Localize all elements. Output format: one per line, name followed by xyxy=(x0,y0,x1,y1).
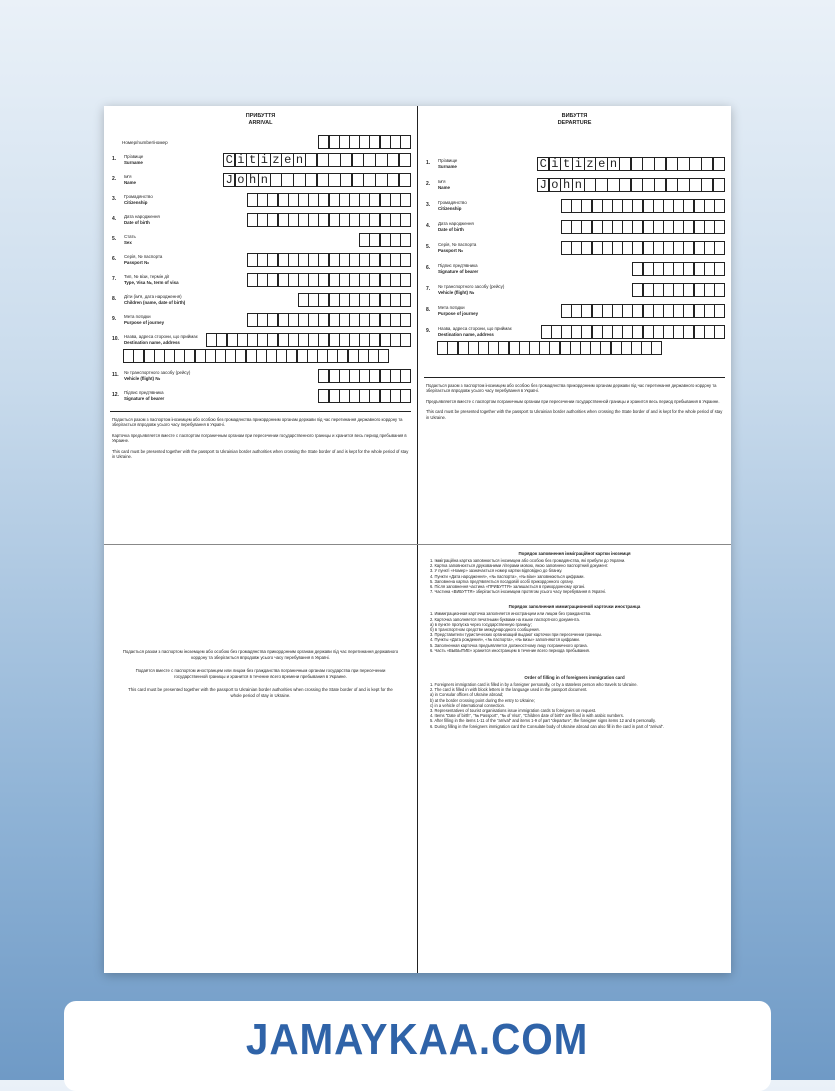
order-lines-en xyxy=(418,682,731,729)
field-char-box[interactable] xyxy=(714,283,725,297)
field-number: 1. xyxy=(112,156,117,162)
field-char-box[interactable] xyxy=(713,157,726,171)
arrival-field-5 xyxy=(112,233,411,247)
field-label-ua: Мета поїздки xyxy=(438,305,465,310)
field-char-box[interactable] xyxy=(270,173,283,187)
field-char-box[interactable] xyxy=(400,369,411,383)
arrival-divider xyxy=(110,411,411,412)
field-char-box[interactable] xyxy=(399,173,412,187)
arrival-field-3 xyxy=(112,193,411,207)
field-label-ua: Ім'я xyxy=(438,179,446,184)
field-label-en: Sex xyxy=(124,239,132,245)
field-extra-boxes[interactable] xyxy=(438,341,725,355)
field-label-ua: Серія, № паспорта xyxy=(438,242,477,247)
arrival-fields xyxy=(104,153,417,403)
order-line: c) in a vehicle of international connection. xyxy=(430,702,506,708)
arrival-note-ru: Карточка предъявляется вместе с паспортом пограничным органам при пересечении государственного границы и хранится весь период пребывания в Украине. xyxy=(112,432,407,444)
field-label xyxy=(438,241,512,253)
field-input-boxes[interactable] xyxy=(198,333,411,347)
field-char-box[interactable]: J xyxy=(223,173,236,187)
field-char-box[interactable] xyxy=(701,178,714,192)
field-char-box[interactable] xyxy=(400,389,411,403)
field-char-box[interactable] xyxy=(607,178,620,192)
field-char-box[interactable] xyxy=(400,253,411,267)
field-label xyxy=(124,213,198,225)
arrival-field-12 xyxy=(112,389,411,403)
field-number: 4. xyxy=(112,216,117,222)
order-line: 1. Иммиграционная карточка заполняется иностранцем или лицом без гражданства. xyxy=(430,611,592,617)
order-line: 1. Імміграційна картка заповнюється іноземцем або особою без громадянства, які прибули до України. xyxy=(430,558,626,563)
field-char-box[interactable] xyxy=(400,293,411,307)
field-char-box[interactable]: C xyxy=(537,157,550,171)
field-label-ua: Прізвище xyxy=(124,154,144,159)
field-number: 3. xyxy=(112,196,117,202)
field-char-box[interactable] xyxy=(714,304,725,318)
field-label-ua: № транспортного засобу (рейсу) xyxy=(124,370,191,375)
notes-section xyxy=(104,545,417,973)
field-number: 2. xyxy=(112,176,117,182)
arrival-note-ua: Подається разом з паспортом іноземцем або особою без громадянства прикордонним органам держави під час перетинання державного кордону та зберігається впродовж усього часу перебування в Україні. xyxy=(112,417,403,428)
arrival-number-boxes[interactable] xyxy=(267,135,412,149)
field-char-box[interactable]: n xyxy=(293,153,306,167)
field-char-box[interactable] xyxy=(714,262,725,276)
field-char-box[interactable] xyxy=(714,220,725,234)
notes-spacer xyxy=(104,545,417,649)
order-line: б) в транспортном средстве международного сообщения. xyxy=(430,627,540,633)
field-input-boxes[interactable] xyxy=(198,313,411,327)
departure-note-en: This card must be presented together with the passport to Ukrainian border authorities when crossing the State border of and is kept for the whole period of stay in Ukraine. xyxy=(426,409,723,420)
arrival-note-en: This card must be presented together with the passport to Ukrainian border authorities when crossing the State border of and is kept for the whole period of stay in Ukraine. xyxy=(112,448,409,460)
arrival-field-9 xyxy=(112,313,411,327)
field-number: 7. xyxy=(426,286,431,292)
departure-title xyxy=(418,113,731,127)
field-char-box[interactable]: h xyxy=(560,178,573,192)
field-label-en: Purpose of journey xyxy=(124,319,165,325)
field-char-box[interactable]: i xyxy=(549,157,562,171)
number-char-box[interactable] xyxy=(400,135,411,149)
field-input-boxes[interactable] xyxy=(512,178,725,192)
field-label-ua: Стать xyxy=(124,234,136,239)
field-extra-char-box[interactable] xyxy=(651,341,662,355)
field-char-box[interactable] xyxy=(400,193,411,207)
field-char-box[interactable] xyxy=(631,178,644,192)
field-char-box[interactable] xyxy=(654,157,667,171)
field-label xyxy=(438,199,512,211)
field-input-boxes[interactable] xyxy=(512,325,725,339)
order-line: 7. Частина «ВИБУТТЯ» зберігається іноземцем протягом усього часу перебування в Україні. xyxy=(430,589,606,595)
field-label-en: Passport № xyxy=(124,259,149,265)
field-label-ua: Підпис пред'явника xyxy=(124,390,164,395)
field-input-boxes[interactable] xyxy=(198,213,411,227)
field-label-ua: Громадянство xyxy=(124,194,153,199)
arrival-field-11 xyxy=(112,369,411,383)
field-number: 10. xyxy=(112,336,119,342)
field-label xyxy=(124,153,198,165)
order-line: 5. After filling in the items 1-11 of the "arrival" and items 1-9 of part "departure", the foreigner signs items 12 and 6 personally. xyxy=(430,718,656,724)
field-char-box[interactable] xyxy=(399,153,412,167)
field-char-box[interactable] xyxy=(666,157,679,171)
arrival-title-en: ARRIVAL xyxy=(248,120,273,126)
field-label-en: Surname xyxy=(438,163,457,169)
field-char-box[interactable]: o xyxy=(235,173,248,187)
field-char-box[interactable] xyxy=(317,153,330,167)
order-line: 6. Після заповнення частина «ПРИБУТТЯ» залишається в прикордонному органі. xyxy=(430,584,586,590)
arrival-number-label: Номер/number/номер xyxy=(122,139,168,145)
field-label-en: Destination name, address xyxy=(438,331,494,337)
order-line: 2. The card is filled in with block letters in the language used in the passport document. xyxy=(430,687,588,693)
field-label xyxy=(124,369,198,381)
field-char-box[interactable]: z xyxy=(584,157,597,171)
departure-title-en: DEPARTURE xyxy=(557,120,592,126)
field-label xyxy=(124,293,198,305)
field-number: 7. xyxy=(112,276,117,282)
field-label-en: Type, Visa №, term of visa xyxy=(124,279,179,285)
field-char-box[interactable] xyxy=(631,157,644,171)
field-char-box[interactable] xyxy=(689,178,702,192)
arrival-field-6 xyxy=(112,253,411,267)
field-number: 8. xyxy=(426,307,431,313)
order-line: 2. Картка заповнюється друкованими літерами мовою, якою заповнено паспортний документ. xyxy=(430,563,609,569)
field-char-box[interactable] xyxy=(701,157,714,171)
order-line: 1. Foreigners immigration card is filled in by a foreigner personally, or by a stateless person who travels to Ukraine. xyxy=(430,682,638,688)
arrival-number-row xyxy=(122,135,411,149)
departure-field-7 xyxy=(426,283,725,297)
field-char-box[interactable]: t xyxy=(560,157,573,171)
order-line: b) at the border crossing point during the entry to Ukraine; xyxy=(430,697,535,703)
departure-divider xyxy=(424,377,725,378)
field-number: 6. xyxy=(426,265,431,271)
field-char-box[interactable] xyxy=(713,178,726,192)
field-char-box[interactable] xyxy=(305,173,318,187)
field-char-box[interactable]: i xyxy=(258,153,271,167)
field-number: 12. xyxy=(112,392,119,398)
field-char-box[interactable] xyxy=(642,157,655,171)
field-extra-boxes[interactable] xyxy=(124,349,411,363)
field-input-boxes[interactable] xyxy=(198,173,411,187)
field-char-box[interactable] xyxy=(340,153,353,167)
field-char-box[interactable] xyxy=(293,173,306,187)
field-label-ua: Дата народження xyxy=(438,221,474,226)
order-title-ru: Порядок заполнения иммиграционной карточки иностранца xyxy=(508,604,641,610)
arrival-title xyxy=(104,113,417,127)
field-char-box[interactable] xyxy=(352,153,365,167)
departure-fields xyxy=(418,157,731,355)
field-char-box[interactable] xyxy=(400,213,411,227)
field-label-ua: Мета поїздки xyxy=(124,314,151,319)
field-label-en: Citizenship xyxy=(438,205,462,211)
field-input-boxes[interactable] xyxy=(198,273,411,287)
field-label-en: Date of birth xyxy=(124,219,150,225)
field-char-box[interactable] xyxy=(654,178,667,192)
departure-note-ru: Предъявляется вместе с паспортом пограничным органам при пересечении государственной границы и хранится весь период пребывания в Украине. xyxy=(426,398,720,404)
field-input-boxes[interactable] xyxy=(512,283,725,297)
field-char-box[interactable]: e xyxy=(281,153,294,167)
field-char-box[interactable]: t xyxy=(246,153,259,167)
field-label-ua: Серія, № паспорта xyxy=(124,254,163,259)
field-number: 2. xyxy=(426,181,431,187)
departure-field-6 xyxy=(426,262,725,276)
field-char-box[interactable] xyxy=(689,157,702,171)
field-label-en: Name xyxy=(438,184,450,190)
field-label-en: Vehicle (flight) № xyxy=(124,375,161,381)
field-char-box[interactable] xyxy=(328,173,341,187)
field-input-boxes[interactable] xyxy=(512,199,725,213)
field-label-ua: Назва, адреса сторони, що приймає xyxy=(124,334,198,339)
field-char-box[interactable]: i xyxy=(572,157,585,171)
field-label xyxy=(124,173,198,185)
field-char-box[interactable] xyxy=(642,178,655,192)
field-char-box[interactable] xyxy=(619,178,632,192)
field-label-ua: Тип, № візи, термін дії xyxy=(124,274,170,279)
order-lines-ru xyxy=(418,611,731,653)
field-char-box[interactable] xyxy=(714,241,725,255)
field-input-boxes[interactable] xyxy=(512,157,725,171)
departure-spacer xyxy=(418,127,731,157)
field-label-ua: Ім'я xyxy=(124,174,132,179)
field-input-boxes[interactable] xyxy=(512,241,725,255)
field-number: 11. xyxy=(112,372,119,378)
site-banner xyxy=(64,1001,771,1091)
field-input-boxes[interactable] xyxy=(198,389,411,403)
field-number: 5. xyxy=(112,236,117,242)
field-label xyxy=(438,325,512,337)
field-char-box[interactable] xyxy=(714,325,725,339)
field-label-en: Signature of bearer xyxy=(438,268,479,274)
arrival-title-ua: ПРИБУТТЯ xyxy=(245,113,276,119)
field-label-ua: Назва, адреса сторони, що приймає xyxy=(438,326,512,331)
field-char-box[interactable]: n xyxy=(258,173,271,187)
field-char-box[interactable] xyxy=(400,273,411,287)
field-char-box[interactable] xyxy=(400,333,411,347)
order-line: 5. Заполненная карточка предъявляется должностному лицу пограничного органа. xyxy=(430,642,588,648)
field-label xyxy=(124,233,198,245)
field-extra-char-box[interactable] xyxy=(378,349,389,363)
order-section xyxy=(418,545,731,973)
departure-field-8 xyxy=(426,304,725,318)
field-label-en: Signature of bearer xyxy=(124,395,165,401)
order-line: 6. Часть «ВЫБЫТИЕ» хранится иностранцем в течение всего периода пребывания. xyxy=(430,647,591,653)
departure-field-3 xyxy=(426,199,725,213)
field-char-box[interactable] xyxy=(400,313,411,327)
field-char-box[interactable] xyxy=(363,153,376,167)
field-char-box[interactable] xyxy=(677,157,690,171)
arrival-field-1 xyxy=(112,153,411,167)
field-char-box[interactable] xyxy=(595,178,608,192)
immigration-card-scan xyxy=(104,106,731,973)
field-label-ua: № транспортного засобу (рейсу) xyxy=(438,284,505,289)
field-input-boxes[interactable] xyxy=(512,304,725,318)
order-line: 3. Representatives of tourist organisations issue immigration cards to foreigners on request. xyxy=(430,708,597,714)
departure-field-2 xyxy=(426,178,725,192)
field-label xyxy=(438,220,512,232)
field-label-ua: Дата народження xyxy=(124,214,160,219)
field-label xyxy=(438,178,512,190)
field-char-box[interactable]: C xyxy=(223,153,236,167)
field-number: 9. xyxy=(426,328,431,334)
brand-logo-text: JAMAYKAA.COM xyxy=(246,1015,589,1064)
order-line: 3. У пункті «Номер» зазначається номер картки відповідно до бланку. xyxy=(430,568,563,574)
field-input-boxes[interactable] xyxy=(198,369,411,383)
departure-title-ua: ВИБУТТЯ xyxy=(561,113,588,119)
field-label-en: Surname xyxy=(124,159,143,165)
field-char-box[interactable] xyxy=(619,157,632,171)
field-input-boxes[interactable] xyxy=(198,193,411,207)
departure-field-5 xyxy=(426,241,725,255)
departure-note-ua: Подається разом з паспортом іноземцем або особою без громадянства прикордонним органам держави під час перетинання державного кордону та зберігається впродовж усього часу перебування в Україні. xyxy=(426,383,717,394)
order-line: 6. During filling in the foreigners immigration card the Consulate body of Ukraine abroad can also fill in the card in part of "arrival". xyxy=(430,723,665,729)
field-label-ua: Діти (ім'я, дата народження) xyxy=(124,294,182,299)
field-label-en: Citizenship xyxy=(124,199,148,205)
field-number: 6. xyxy=(112,256,117,262)
field-label xyxy=(124,193,198,205)
order-line: 4. Пункти «Дата народження», «№ паспорта», «№ візи» заповнюються цифрами. xyxy=(430,573,585,579)
field-number: 9. xyxy=(112,316,117,322)
field-char-box[interactable]: e xyxy=(595,157,608,171)
field-label xyxy=(124,333,198,345)
order-title-en: Order of filling in of foreigners immigration card xyxy=(524,675,625,681)
order-line: 4. Пункты «Дата рождения», «№ паспорта», «№ визы» заполняются цифрами. xyxy=(430,637,580,643)
order-line: 3. Представители туристических организаций выдают карточки при пересечении границы. xyxy=(430,632,603,638)
order-lines-ua xyxy=(418,558,731,594)
field-input-boxes[interactable] xyxy=(198,253,411,267)
arrival-field-2 xyxy=(112,173,411,187)
field-label-ua: Громадянство xyxy=(438,200,467,205)
notes-block-en: This card must be presented together with the passport to Ukrainian border authorities when crossing the State border of and is kept for the whole period of stay in Ukraine. xyxy=(128,687,393,698)
field-number: 3. xyxy=(426,202,431,208)
field-label-en: Name xyxy=(124,179,136,185)
field-label-en: Date of birth xyxy=(438,226,464,232)
field-number: 4. xyxy=(426,223,431,229)
field-label xyxy=(124,273,198,285)
field-char-box[interactable] xyxy=(340,173,353,187)
field-input-boxes[interactable] xyxy=(512,262,725,276)
field-label xyxy=(124,389,198,401)
notes-block-ua: Подається разом з паспортом іноземцем або особою без громадянства прикордонним органам держави під час перетинання державного кордону та зберігається впродовж усього часу перебування в Україні. xyxy=(122,649,399,660)
field-number: 1. xyxy=(426,160,431,166)
arrival-field-4 xyxy=(112,213,411,227)
departure-field-9 xyxy=(426,325,725,339)
field-char-box[interactable] xyxy=(352,173,365,187)
field-label xyxy=(438,304,512,316)
field-label xyxy=(438,283,512,295)
field-char-box[interactable] xyxy=(328,153,341,167)
field-char-box[interactable] xyxy=(387,173,400,187)
departure-field-1 xyxy=(426,157,725,171)
arrival-field-10 xyxy=(112,333,411,347)
field-label xyxy=(438,157,512,169)
field-input-boxes[interactable] xyxy=(512,220,725,234)
notes-block-ru: Подаётся вместе с паспортом иностранцем или лицом без гражданства пограничным органам государства при пересечении государственной границы и хранится в течение всего времени пребывания в Украине. xyxy=(135,668,386,679)
field-char-box[interactable] xyxy=(584,178,597,192)
field-input-boxes[interactable] xyxy=(198,153,411,167)
field-char-box[interactable]: J xyxy=(537,178,550,192)
field-label-en: Passport № xyxy=(438,247,463,253)
field-label-en: Purpose of journey xyxy=(438,310,479,316)
field-char-box[interactable] xyxy=(375,173,388,187)
field-label xyxy=(124,253,198,265)
field-char-box[interactable]: n xyxy=(607,157,620,171)
field-number: 5. xyxy=(426,244,431,250)
field-input-boxes[interactable] xyxy=(198,293,411,307)
field-char-box[interactable] xyxy=(305,153,318,167)
field-char-box[interactable] xyxy=(714,199,725,213)
field-number: 8. xyxy=(112,296,117,302)
field-char-box[interactable] xyxy=(387,153,400,167)
field-label-ua: Прізвище xyxy=(438,158,458,163)
arrival-field-8 xyxy=(112,293,411,307)
departure-field-4 xyxy=(426,220,725,234)
field-char-box[interactable] xyxy=(677,178,690,192)
field-char-box[interactable] xyxy=(375,153,388,167)
order-line: 2. Карточка заполняется печатными буквами на языке паспортного документа. xyxy=(430,616,580,622)
field-label-ua: Підпис пред'явника xyxy=(438,263,478,268)
order-line: 5. Заповнена картка пред'являється посадовій особі прикордонного органу. xyxy=(430,578,574,584)
departure-section xyxy=(418,106,731,544)
field-char-box[interactable] xyxy=(281,173,294,187)
order-line: 4. Items "Date of birth", "№ Passport", "№ of Visa", "Children date of birth" are filled in with arabic numbers. xyxy=(430,713,624,719)
order-title-ua: Порядок заповнення імміграційної картки іноземця xyxy=(518,551,631,556)
field-char-box[interactable] xyxy=(317,173,330,187)
field-label xyxy=(438,262,512,274)
arrival-section xyxy=(104,106,417,544)
field-char-box[interactable]: n xyxy=(572,178,585,192)
order-line: а) в пункте пропуска через государственную границу; xyxy=(430,621,532,627)
field-char-box[interactable]: h xyxy=(246,173,259,187)
field-input-boxes[interactable] xyxy=(198,233,411,247)
field-char-box[interactable] xyxy=(666,178,679,192)
field-char-box[interactable]: z xyxy=(270,153,283,167)
field-label xyxy=(124,313,198,325)
field-char-box[interactable]: i xyxy=(235,153,248,167)
field-char-box[interactable] xyxy=(400,233,411,247)
arrival-field-7 xyxy=(112,273,411,287)
field-label-en: Children (name, date of birth) xyxy=(124,299,186,305)
order-line: a) in Consular offices of Ukraine abroad; xyxy=(430,692,504,698)
field-label-en: Vehicle (flight) № xyxy=(438,289,475,295)
field-char-box[interactable]: o xyxy=(549,178,562,192)
field-label-en: Destination name, address xyxy=(124,339,180,345)
field-char-box[interactable] xyxy=(363,173,376,187)
